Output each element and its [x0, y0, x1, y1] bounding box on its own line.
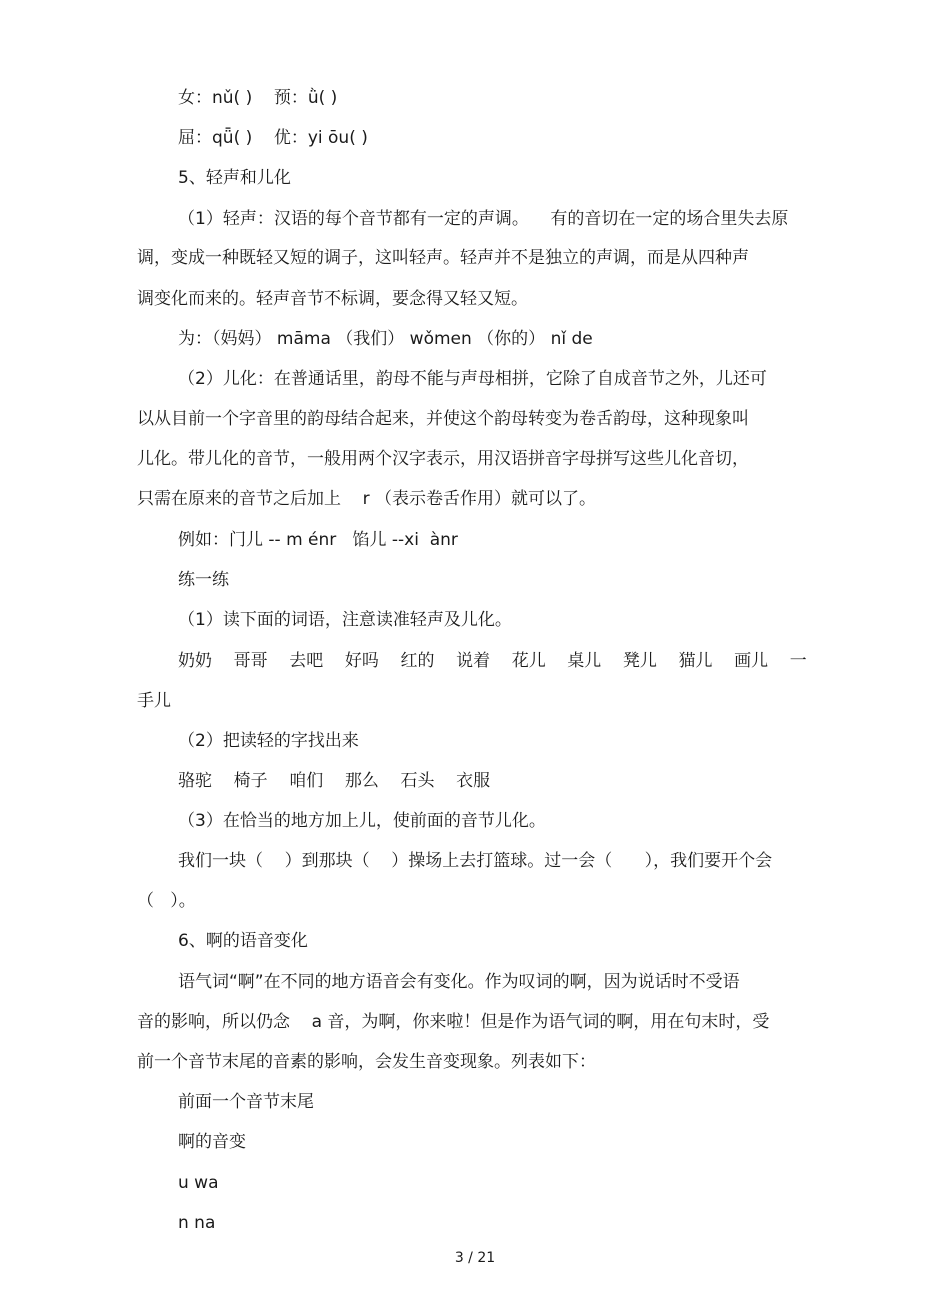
paragraph-line: 以从目前一个字音里的韵母结合起来，并使这个韵母转变为卷舌韵母，这种现象叫 [137, 409, 749, 429]
section-heading: 6、啊的语音变化 [178, 931, 308, 951]
table-text: u wa [178, 1173, 219, 1193]
example-line: 例如：门儿 -- m énr 馅儿 --xi ànr [178, 530, 458, 550]
page-number: 3 / 21 [454, 1250, 496, 1266]
exercise-item: （1）读下面的词语，注意读准轻声及儿化。 [178, 610, 512, 630]
paragraph-line: 语气词“啊”在不同的地方语音会有变化。作为叹词的啊，因为说话时不受语 [178, 972, 740, 992]
word-list: 奶奶 哥哥 去吧 好吗 红的 说着 花儿 桌儿 凳儿 猫儿 画儿 一 [178, 651, 807, 671]
paragraph-line: 只需在原来的音节之后加上 r （表示卷舌作用）就可以了。 [137, 489, 597, 509]
table-text: 前面一个音节末尾 [178, 1092, 314, 1112]
paragraph-line: 调变化而来的。轻声音节不标调，要念得又轻又短。 [137, 289, 528, 309]
exercise-heading: 练一练 [178, 570, 229, 590]
word-list: 手儿 [137, 691, 171, 711]
section-heading: 5、轻声和儿化 [178, 168, 291, 188]
text-line: 女：nǔ( ) 预：ǜ( ) [178, 88, 338, 108]
paragraph-line: 音的影响，所以仍念 a 音，为啊，你来啦！但是作为语气词的啊，用在句末时，受 [137, 1012, 770, 1032]
table-text: n na [178, 1213, 216, 1233]
example-line: 为：（妈妈） māma （我们） wǒmen （你的） nǐ de [178, 329, 593, 349]
paragraph-line: （2）儿化：在普通话里，韵母不能与声母相拼，它除了自成音节之外，儿还可 [178, 369, 767, 389]
paragraph-line: 儿化。带儿化的音节，一般用两个汉字表示，用汉语拼音字母拼写这些儿化音切， [137, 449, 749, 469]
exercise-sentence: 我们一块（ ）到那块（ ）操场上去打篮球。过一会（ ），我们要开个会 [178, 851, 773, 871]
exercise-item: （3）在恰当的地方加上儿，使前面的音节儿化。 [178, 811, 546, 831]
table-text: 啊的音变 [178, 1132, 246, 1152]
text-line: 屈：qǖ( ) 优：yi ōu( ) [178, 128, 368, 148]
paragraph-line: 调，变成一种既轻又短的调子，这叫轻声。轻声并不是独立的声调，而是从四种声 [137, 248, 749, 268]
exercise-sentence: （ ）。 [137, 891, 196, 911]
paragraph-line: 前一个音节末尾的音素的影响，会发生音变现象。列表如下： [137, 1052, 596, 1072]
word-list: 骆驼 椅子 咱们 那么 石头 衣服 [178, 771, 491, 791]
paragraph-line: （1）轻声：汉语的每个音节都有一定的声调。 有的音切在一定的场合里失去原 [178, 209, 789, 229]
exercise-item: （2）把读轻的字找出来 [178, 731, 359, 751]
